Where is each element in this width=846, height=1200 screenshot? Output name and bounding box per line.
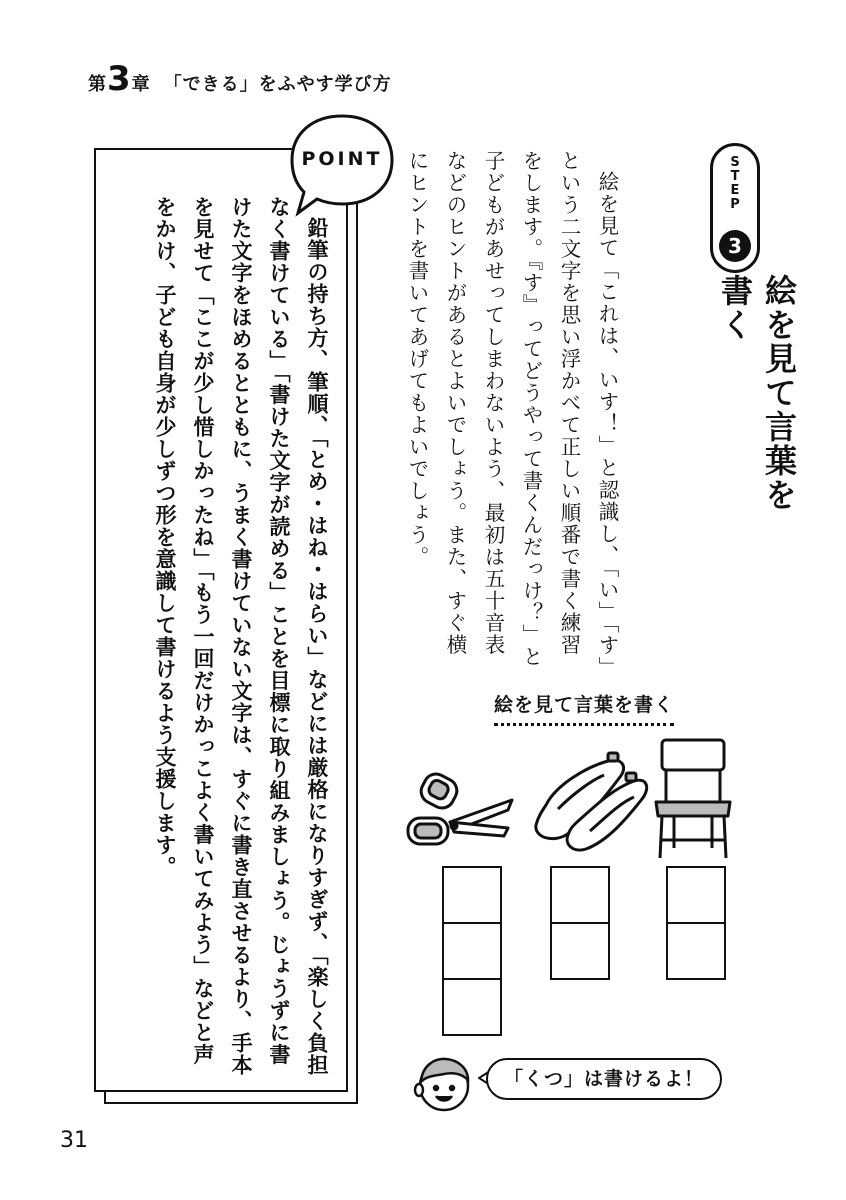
point-label: POINT: [301, 148, 383, 170]
chapter-title: 「できる」をふやす学び方: [163, 74, 392, 95]
chapter-header: [88, 59, 392, 102]
chair-icon: [652, 736, 734, 862]
writing-cell[interactable]: [552, 924, 608, 980]
step-letter: T: [730, 169, 740, 184]
writing-cell[interactable]: [552, 868, 608, 924]
speech-bubble: 「くつ」は書けるよ！: [486, 1058, 722, 1100]
writing-cell[interactable]: [444, 868, 500, 924]
writing-cell[interactable]: [668, 924, 724, 980]
child-face-icon: [412, 1052, 476, 1114]
step-number: 3: [719, 230, 751, 262]
chapter-prefix: 第: [88, 74, 106, 95]
body-text: [398, 150, 626, 670]
writing-cell[interactable]: [444, 924, 500, 980]
step-badge: [710, 143, 760, 273]
writing-cell[interactable]: [444, 980, 500, 1036]
step-letter: S: [730, 155, 740, 170]
scissors-icon: [404, 770, 516, 852]
step-label: [713, 156, 757, 212]
page-number: 31: [60, 1128, 88, 1153]
shoes-icon: [516, 745, 650, 857]
writing-cell[interactable]: [668, 868, 724, 924]
illustration-caption: 絵を見て言葉を書く: [494, 690, 674, 726]
point-text: [106, 196, 336, 1076]
chapter-suffix: 章: [131, 74, 150, 95]
step-title: 絵を見て言葉を書く: [716, 274, 798, 512]
writing-grid-shoes[interactable]: [550, 866, 610, 980]
point-paragraph: 鉛筆の持ち方、筆順、「とめ・はね・はらい」などには厳格になりすぎず、「楽しく負担なく書けている」「書けた文字が読める」ことを目標に取り組みましょう。じょうずに書けた文字をほめるとともに、うまく書けていない文字は、すぐに書き直させるより、手本を見せて「ここが少し惜しかったね」「もう一回だけかっこよく書いてみよう」などと声をかけ、子ども自身が少しずつ形を意識して書けるよう支援します。: [153, 196, 329, 1076]
writing-grid-scissors[interactable]: [442, 866, 502, 1036]
step-letter: P: [730, 197, 740, 212]
writing-grid-chair[interactable]: [666, 866, 726, 980]
step-letter: E: [730, 183, 740, 198]
chapter-number: 3: [107, 59, 131, 99]
body-paragraph: 絵を見て「これは、いす！」と認識し、「い」「す」という二文字を思い浮かべて正しい順番で書く練習をします。『す』ってどうやって書くんだっけ？」と子どもがあせってしまわないよう、最初は五十音表などのヒントがあるとよいでしょう。また、すぐ横にヒントを書いてあげてもよいでしょう。: [405, 150, 619, 668]
